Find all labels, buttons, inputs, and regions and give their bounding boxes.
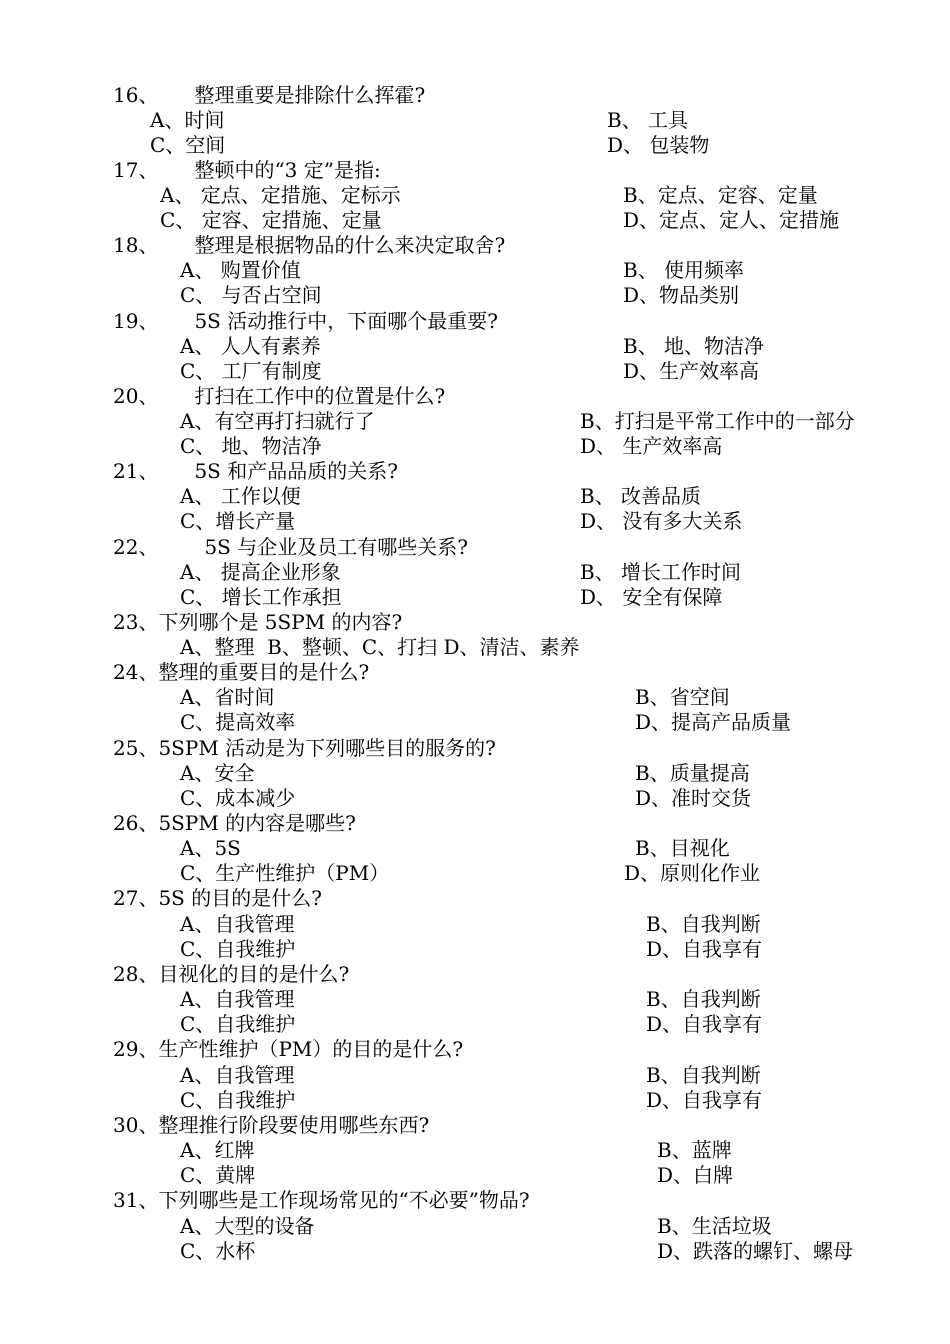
option-d: D、自我享有	[646, 937, 763, 961]
option-a: A、有空再打扫就行了	[180, 409, 375, 433]
question-number: 21、	[113, 459, 159, 483]
option-b: B、 地、物洁净	[623, 334, 765, 358]
option-c: C、增长产量	[180, 509, 296, 533]
option-a: A、省时间	[180, 685, 275, 709]
option-d: D、 生产效率高	[580, 434, 723, 458]
question-29	[113, 1037, 463, 1062]
question-number: 18、	[113, 233, 159, 257]
option-d: D、原则化作业	[624, 861, 761, 885]
question-number: 19、	[113, 309, 159, 333]
option-a: A、 定点、定措施、定标示	[160, 183, 401, 207]
option-c: C、成本减少	[180, 786, 296, 810]
option-d: D、准时交货	[635, 786, 752, 810]
question-text: 5S 与企业及员工有哪些关系?	[204, 535, 468, 559]
question-text: 下列哪些是工作现场常见的“不必要”物品?	[158, 1188, 530, 1212]
question-number: 26、	[113, 811, 159, 835]
option-d: D、 没有多大关系	[580, 509, 743, 533]
option-d: D、定点、定人、定措施	[623, 208, 840, 232]
question-number: 28、	[113, 962, 159, 986]
question-number: 17、	[113, 158, 159, 182]
option-a: A、5S	[180, 836, 241, 860]
question-30	[113, 1113, 429, 1138]
question-text: 生产性维护（PM）的目的是什么?	[158, 1037, 464, 1061]
question-number: 25、	[113, 736, 159, 760]
question-text: 5S 活动推行中，下面哪个最重要?	[194, 309, 498, 333]
question-24	[113, 660, 369, 685]
option-b: B、蓝牌	[657, 1138, 732, 1162]
option-a: A、时间	[150, 108, 225, 132]
question-text: 5S 的目的是什么?	[158, 886, 322, 910]
question-21	[113, 459, 398, 484]
option-b: B、打扫是平常工作中的一部分	[580, 409, 855, 433]
option-b: B、 工具	[607, 108, 689, 132]
option-a: A、大型的设备	[180, 1214, 315, 1238]
options-inline: A、整理 B、整顿、C、打扫 D、清洁、素养	[180, 635, 580, 659]
option-c: C、提高效率	[180, 710, 296, 734]
question-17	[113, 158, 381, 183]
question-number: 24、	[113, 660, 159, 684]
question-23	[113, 610, 402, 635]
option-c: C、自我维护	[180, 1088, 296, 1112]
option-a: A、 购置价值	[180, 258, 301, 282]
option-a: A、 提高企业形象	[180, 560, 341, 584]
question-26	[113, 811, 356, 836]
option-c: C、 地、物洁净	[180, 434, 322, 458]
option-c: C、 与否占空间	[180, 283, 322, 307]
option-a: A、自我管理	[180, 912, 295, 936]
question-number: 20、	[113, 384, 159, 408]
question-text: 整理重要是排除什么挥霍?	[194, 83, 426, 107]
option-a: A、自我管理	[180, 1063, 295, 1087]
option-b: B、 增长工作时间	[580, 560, 742, 584]
question-number: 22、	[113, 535, 159, 559]
option-b: B、质量提高	[635, 761, 750, 785]
option-a: A、安全	[180, 761, 255, 785]
question-19	[113, 309, 498, 334]
option-b: B、自我判断	[646, 987, 761, 1011]
question-text: 整理的重要目的是什么?	[158, 660, 370, 684]
question-20	[113, 384, 445, 409]
question-16	[113, 83, 425, 108]
option-d: D、物品类别	[623, 283, 740, 307]
question-number: 30、	[113, 1113, 159, 1137]
option-d: D、 包装物	[607, 133, 710, 157]
question-number: 16、	[113, 83, 159, 107]
option-b: B、省空间	[635, 685, 730, 709]
option-a: A、 人人有素养	[180, 334, 321, 358]
question-text: 下列哪个是 5SPM 的内容?	[158, 610, 403, 634]
question-text: 整理是根据物品的什么来决定取舍?	[194, 233, 506, 257]
option-d: D、提高产品质量	[635, 710, 792, 734]
question-number: 31、	[113, 1188, 159, 1212]
question-text: 5SPM 的内容是哪些?	[158, 811, 356, 835]
option-c: C、黄牌	[180, 1163, 256, 1187]
question-27	[113, 886, 322, 911]
option-d: D、自我享有	[646, 1012, 763, 1036]
option-c: C、自我维护	[180, 1012, 296, 1036]
question-text: 5S 和产品品质的关系?	[194, 459, 398, 483]
option-b: B、 使用频率	[623, 258, 745, 282]
option-c: C、生产性维护（PM）	[180, 861, 390, 885]
option-b: B、自我判断	[646, 912, 761, 936]
question-number: 27、	[113, 886, 159, 910]
question-text: 整顿中的“3 定”是指:	[194, 158, 381, 182]
question-text: 5SPM 活动是为下列哪些目的服务的?	[158, 736, 496, 760]
option-a: A、 工作以便	[180, 484, 301, 508]
question-31	[113, 1188, 530, 1213]
question-number: 23、	[113, 610, 159, 634]
question-text: 目视化的目的是什么?	[158, 962, 350, 986]
option-c: C、 定容、定措施、定量	[160, 208, 382, 232]
option-c: C、 增长工作承担	[180, 585, 342, 609]
option-d: D、生产效率高	[623, 359, 760, 383]
option-d: D、白牌	[657, 1163, 734, 1187]
question-18	[113, 233, 505, 258]
question-25	[113, 736, 496, 761]
option-b: B、目视化	[635, 836, 730, 860]
question-text: 打扫在工作中的位置是什么?	[194, 384, 446, 408]
option-c: C、空间	[150, 133, 226, 157]
option-c: C、 工厂有制度	[180, 359, 322, 383]
option-d: D、自我享有	[646, 1088, 763, 1112]
question-28	[113, 962, 349, 987]
question-text: 整理推行阶段要使用哪些东西?	[158, 1113, 430, 1137]
option-c: C、自我维护	[180, 937, 296, 961]
question-22	[113, 535, 468, 560]
option-b: B、生活垃圾	[657, 1214, 772, 1238]
question-number: 29、	[113, 1037, 159, 1061]
option-a: A、红牌	[180, 1138, 255, 1162]
option-a: A、自我管理	[180, 987, 295, 1011]
option-b: B、定点、定容、定量	[623, 183, 818, 207]
option-c: C、水杯	[180, 1239, 256, 1263]
option-b: B、自我判断	[646, 1063, 761, 1087]
option-b: B、 改善品质	[580, 484, 702, 508]
option-d: D、 安全有保障	[580, 585, 723, 609]
option-d: D、跌落的螺钉、螺母	[657, 1239, 854, 1263]
